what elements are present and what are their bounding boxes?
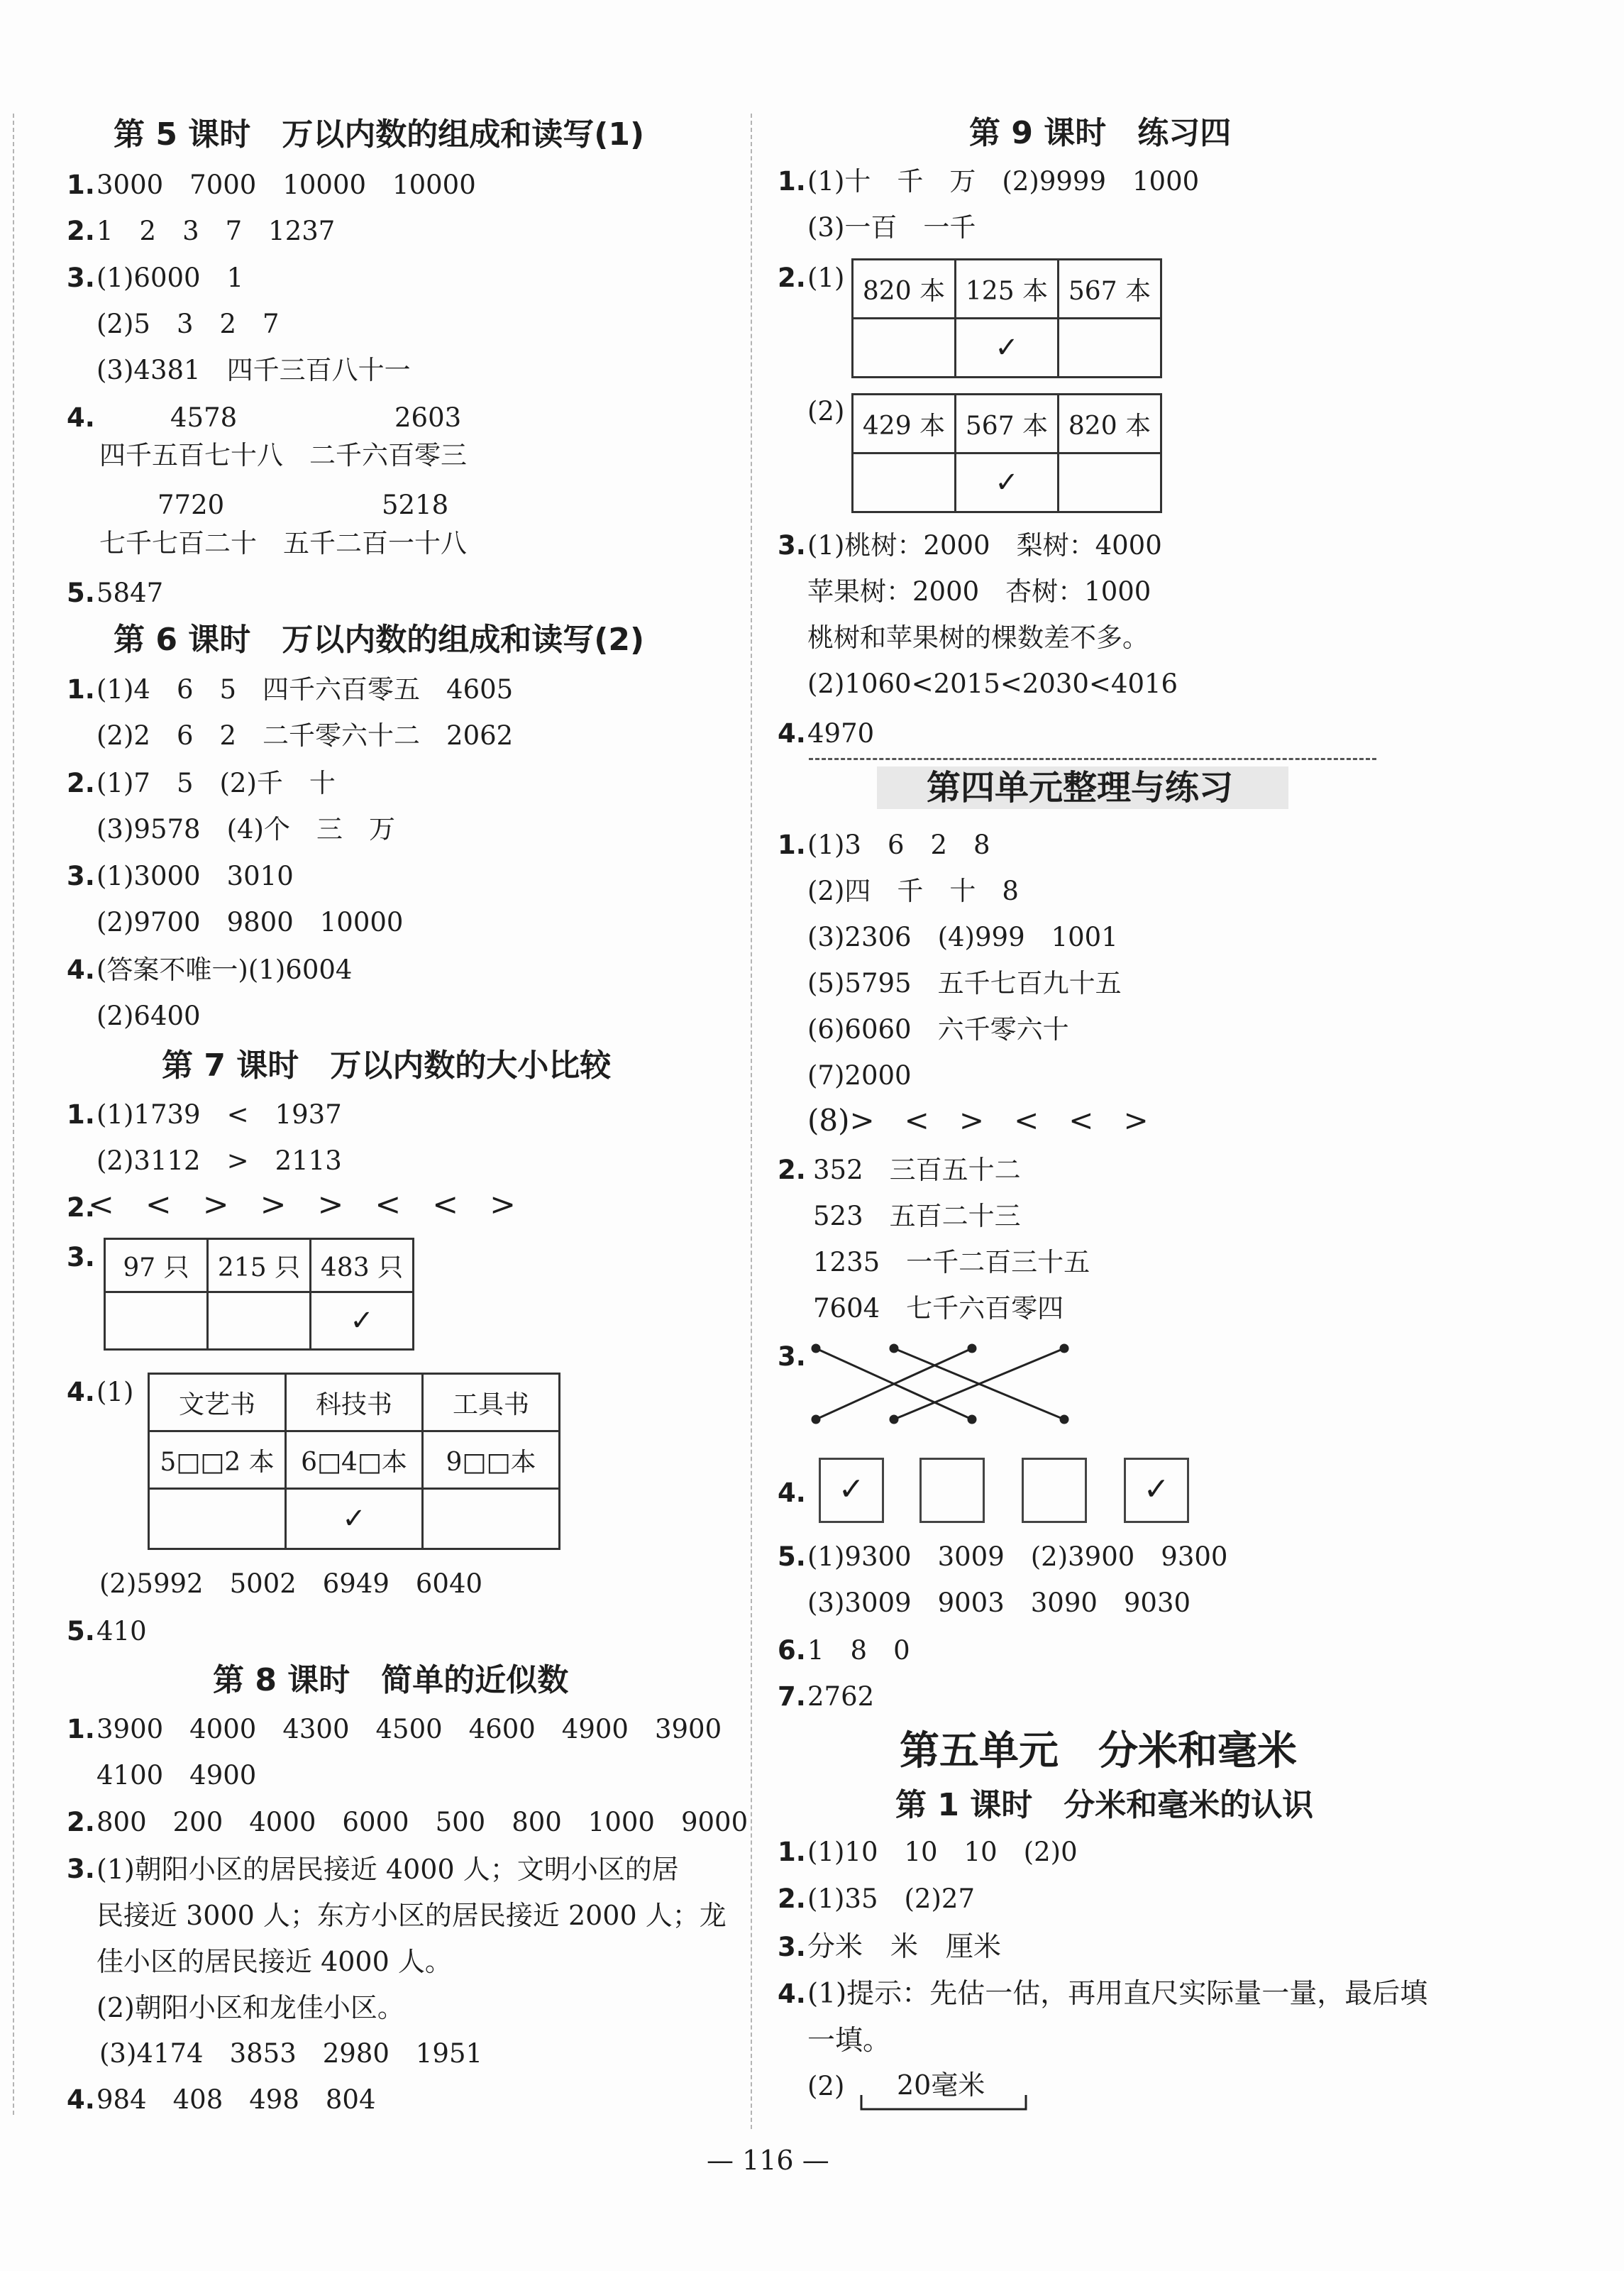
item-number: 2. <box>778 1884 806 1914</box>
answer-line: (1) <box>96 1377 134 1407</box>
answer-line: (3)3009 9003 3090 9030 <box>807 1588 1191 1618</box>
table-cell: 文艺书 <box>149 1374 286 1431</box>
answer-line: 四千五百七十八 二千六百零三 <box>99 440 467 471</box>
unit5-lesson1-title: 第 1 课时 分米和毫米的认识 <box>895 1787 1314 1823</box>
answer-line: (1)4 6 5 四千六百零五 4605 <box>96 674 514 705</box>
answer-line: (1)3000 3010 <box>96 861 294 891</box>
answer-line: (1)3 6 2 8 <box>807 830 990 860</box>
table-row <box>853 395 1161 453</box>
answer-box: ✓ <box>1124 1458 1189 1523</box>
answer-line: 1 2 3 7 1237 <box>96 216 336 246</box>
answer-line: 1235 一千二百三十五 <box>813 1247 1090 1277</box>
table-row <box>149 1431 560 1489</box>
table-row <box>853 319 1161 378</box>
table-row <box>853 260 1161 319</box>
answer-line: (1)9300 3009 (2)3900 9300 <box>807 1541 1228 1572</box>
answer-line: (2)2 6 2 二千零六十二 2062 <box>96 720 514 751</box>
answer-line: 800 200 4000 6000 500 800 1000 9000 <box>96 1807 749 1837</box>
answer-line: 5218 <box>382 490 449 520</box>
match-dot <box>812 1345 819 1352</box>
lesson8-title: 第 8 课时 简单的近似数 <box>213 1662 569 1698</box>
answer-line: 7720 <box>158 490 225 520</box>
item-number: 1. <box>778 830 806 860</box>
answer-line: (3)4381 四千三百八十一 <box>96 355 411 385</box>
answer-line: 3900 4000 4300 4500 4600 4900 3900 <box>96 1714 722 1744</box>
item-number: 2. <box>67 768 95 798</box>
table-cell: 125 本 <box>956 260 1059 319</box>
lesson7-title: 第 7 课时 万以内数的大小比较 <box>162 1047 612 1084</box>
table-cell <box>423 1489 560 1549</box>
animal-count-table <box>104 1238 414 1351</box>
answer-line: 七千七百二十 五千二百一十八 <box>99 528 467 559</box>
item-number: 3. <box>67 1854 95 1884</box>
checkmark-cell: ✓ <box>286 1489 423 1549</box>
table-cell: 483 只 <box>311 1239 414 1292</box>
table-cell: 工具书 <box>423 1374 560 1431</box>
table-cell: 97 只 <box>105 1239 208 1292</box>
lesson5-title: 第 5 课时 万以内数的组成和读写(1) <box>114 116 645 153</box>
item-number: 4. <box>778 718 806 749</box>
match-dot <box>890 1345 897 1352</box>
answer-line: 苹果树：2000 杏树：1000 <box>807 576 1151 607</box>
answer-line: (2)朝阳小区和龙佳小区。 <box>96 1992 404 2023</box>
table-cell: 9□□本 <box>423 1431 560 1489</box>
answer-line: 4970 <box>807 718 875 749</box>
item-number: 1. <box>67 1099 95 1130</box>
answer-line: 7604 七千六百零四 <box>813 1293 1064 1324</box>
table-cell: 科技书 <box>286 1374 423 1431</box>
table-row <box>149 1374 560 1431</box>
table-cell: 6□4□本 <box>286 1431 423 1489</box>
table-row <box>853 453 1161 512</box>
answer-line: (2) <box>807 396 845 427</box>
left-margin-dash <box>13 114 14 2115</box>
answer-line: (1)6000 1 <box>96 263 244 293</box>
answer-line: (1)10 10 10 (2)0 <box>807 1837 1078 1867</box>
answer-line: (2)四 千 十 8 <box>807 876 1019 906</box>
answer-line: (2)3112 > 2113 <box>96 1145 342 1176</box>
table-row <box>105 1239 414 1292</box>
books-table-2 <box>851 393 1162 513</box>
item-number: 7. <box>778 1681 806 1712</box>
item-number: 5. <box>67 1616 95 1646</box>
item-number: 4. <box>778 1478 806 1508</box>
item-number: 3. <box>67 861 95 891</box>
answer-line: < < > > > < < > <box>88 1187 516 1223</box>
answer-line: (3)4174 3853 2980 1951 <box>99 2038 483 2069</box>
answer-line: 4100 4900 <box>96 1760 257 1791</box>
answer-line: (1)提示：先估一估，再用直尺实际量一量，最后填 <box>807 1978 1428 2010</box>
answer-line: 523 五百二十三 <box>813 1201 1021 1231</box>
item-number: 2. <box>778 1155 806 1185</box>
item-number: 1. <box>67 674 95 705</box>
answer-line: (1)35 (2)27 <box>807 1884 975 1914</box>
answer-line: (2)6400 <box>96 1001 201 1031</box>
table-cell: 820 本 <box>1059 395 1161 453</box>
item-number: 4. <box>67 955 95 985</box>
table-row <box>149 1489 560 1549</box>
table-cell: 429 本 <box>853 395 956 453</box>
column-divider <box>751 114 752 2129</box>
match-dot <box>812 1416 819 1423</box>
table-cell <box>853 453 956 512</box>
answer-line: 一填。 <box>807 2025 891 2057</box>
answer-line: (答案不唯一)(1)6004 <box>96 955 353 985</box>
item-number: 2. <box>67 1807 95 1837</box>
match-dot <box>968 1416 976 1423</box>
match-dot <box>1061 1416 1068 1423</box>
item-number: 1. <box>67 1714 95 1744</box>
measurement-bracket <box>858 2094 1029 2115</box>
answer-line: (1)1739 < 1937 <box>96 1099 342 1130</box>
answer-line: 2762 <box>807 1681 875 1712</box>
table-cell: 567 本 <box>1059 260 1161 319</box>
answer-line: (2)5 3 2 7 <box>96 309 280 339</box>
answer-line: (5)5795 五千七百九十五 <box>807 968 1122 999</box>
table-cell <box>1059 319 1161 378</box>
answer-line: (1) <box>807 263 845 293</box>
item-number: 3. <box>778 530 806 561</box>
answer-line: (2) <box>807 2071 845 2101</box>
item-number: 2. <box>778 263 806 293</box>
answer-line: 3000 7000 10000 10000 <box>96 170 476 200</box>
item-number: 1. <box>778 1837 806 1867</box>
table-row <box>105 1292 414 1350</box>
matching-lines-diagram <box>802 1334 1086 1441</box>
answer-line: (7)2000 <box>807 1060 912 1091</box>
answer-line: 1 8 0 <box>807 1635 910 1666</box>
answer-line: (2)5992 5002 6949 6040 <box>99 1568 483 1599</box>
item-number: 2. <box>67 1192 95 1223</box>
table-cell: 5□□2 本 <box>149 1431 286 1489</box>
item-number: 1. <box>778 166 806 197</box>
answer-line: 4578 <box>170 402 238 433</box>
lesson6-title: 第 6 课时 万以内数的组成和读写(2) <box>114 622 645 658</box>
answer-line: 2603 <box>394 402 462 433</box>
answer-line: 桃树和苹果树的棵数差不多。 <box>807 622 1149 653</box>
checkmark-cell: ✓ <box>956 319 1059 378</box>
item-number: 4. <box>67 402 95 433</box>
checkmark-cell: ✓ <box>956 453 1059 512</box>
match-dot <box>968 1345 976 1352</box>
table-cell: 820 本 <box>853 260 956 319</box>
answer-line: (1)7 5 (2)千 十 <box>96 768 336 798</box>
answer-line: 5847 <box>96 578 164 608</box>
answer-box: ✓ <box>819 1458 884 1523</box>
answer-line: 佳小区的居民接近 4000 人。 <box>96 1946 452 1977</box>
answer-line: 民接近 3000 人；东方小区的居民接近 2000 人；龙 <box>96 1900 727 1931</box>
unit5-title: 第五单元 分米和毫米 <box>900 1727 1297 1774</box>
answer-line: (2)9700 9800 10000 <box>96 907 404 937</box>
answer-line: (8)> < > < < > <box>807 1103 1149 1138</box>
answer-line: (1)十 千 万 (2)9999 1000 <box>807 166 1200 197</box>
table-cell <box>1059 453 1161 512</box>
table-cell <box>208 1292 311 1350</box>
answer-line: 352 三百五十二 <box>813 1155 1021 1185</box>
book-table <box>148 1373 560 1550</box>
section-separator <box>809 758 1376 760</box>
answer-line: 410 <box>96 1616 147 1646</box>
item-number: 4. <box>67 2084 95 2115</box>
answer-line: (3)2306 (4)999 1001 <box>807 922 1118 952</box>
item-number: 4. <box>67 1377 95 1407</box>
checkmark-cell: ✓ <box>311 1292 414 1350</box>
item-number: 4. <box>778 1979 806 2009</box>
answer-box <box>919 1458 985 1523</box>
item-number: 6. <box>778 1635 806 1666</box>
table-cell <box>853 319 956 378</box>
match-dot <box>1061 1345 1068 1352</box>
answer-line: (3)9578 (4)个 三 万 <box>96 814 395 845</box>
item-number: 3. <box>67 263 95 293</box>
item-number: 5. <box>67 578 95 608</box>
table-cell <box>105 1292 208 1350</box>
item-number: 3. <box>778 1341 806 1372</box>
answer-line: (1)桃树：2000 梨树：4000 <box>807 530 1162 561</box>
lesson9-title: 第 9 课时 练习四 <box>969 115 1232 151</box>
table-cell: 567 本 <box>956 395 1059 453</box>
review-title: 第四单元整理与练习 <box>927 768 1234 808</box>
item-number: 3. <box>778 1932 806 1962</box>
page-number: — 116 — <box>707 2145 829 2176</box>
answer-line: (1)朝阳小区的居民接近 4000 人；文明小区的居 <box>96 1854 679 1885</box>
item-number: 3. <box>67 1242 95 1272</box>
table-cell: 215 只 <box>208 1239 311 1292</box>
answer-line: (3)一百 一千 <box>807 212 976 243</box>
measured-length: 20毫米 <box>897 2069 985 2101</box>
answer-line: 分米 米 厘米 <box>807 1931 1002 1963</box>
table-cell <box>149 1489 286 1549</box>
item-number: 5. <box>778 1541 806 1572</box>
item-number: 1. <box>67 170 95 200</box>
item-number: 2. <box>67 216 95 246</box>
answer-line: (6)6060 六千零六十 <box>807 1014 1069 1045</box>
match-dot <box>890 1416 897 1423</box>
books-table-1 <box>851 258 1162 378</box>
answer-box <box>1022 1458 1087 1523</box>
answer-line: 984 408 498 804 <box>96 2084 376 2115</box>
answer-line: (2)1060<2015<2030<4016 <box>807 669 1178 699</box>
